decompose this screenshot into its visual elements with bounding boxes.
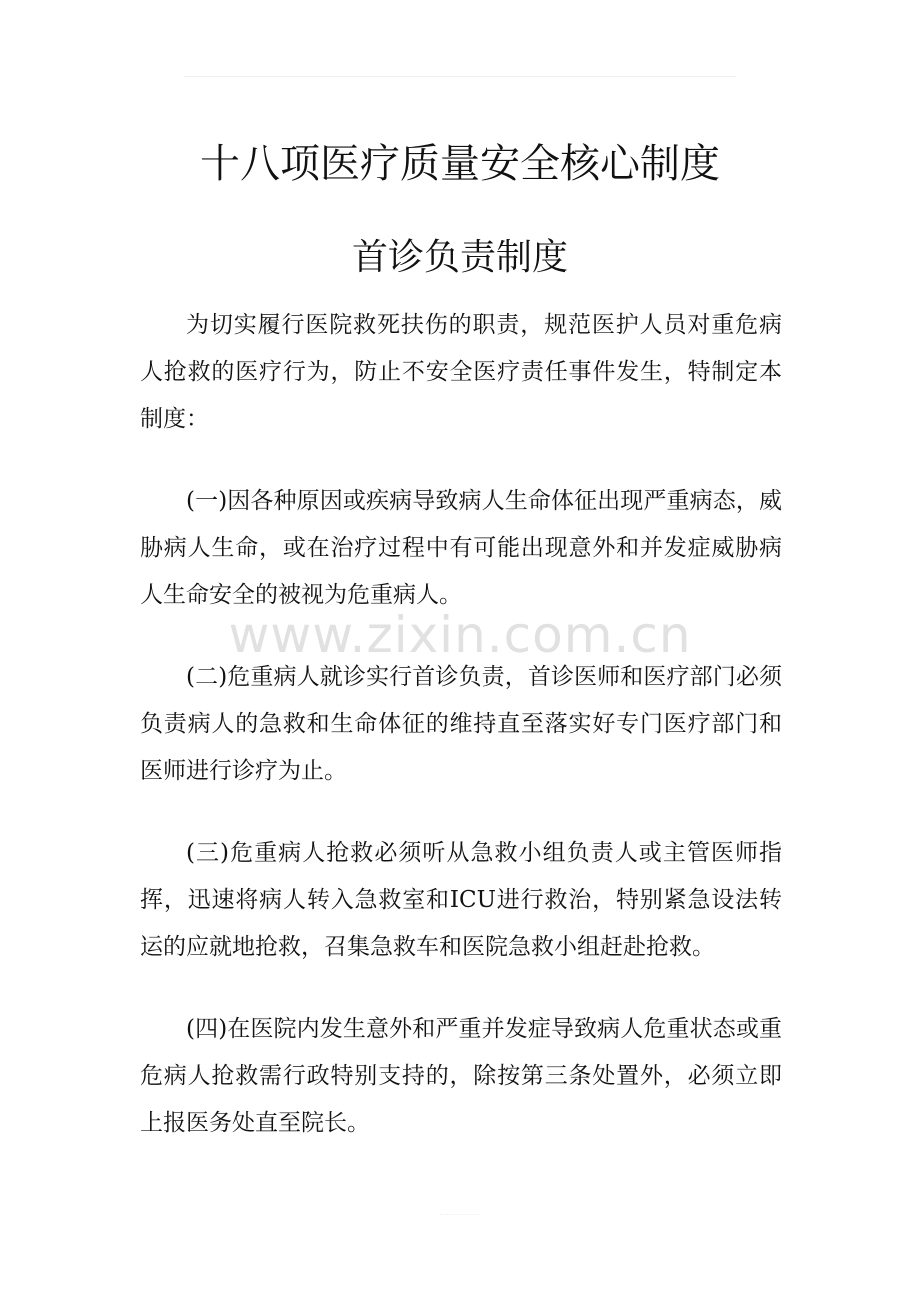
clause-3: (三)危重病人抢救必须听从急救小组负责人或主管医师指挥，迅速将病人转入急救室和ICU进行救治，特别紧急设法转运的应就地抢救，召集急救车和医院急救小组赶赴抢救。 [140, 840, 782, 960]
clause-2: (二)危重病人就诊实行首诊负责，首诊医师和医疗部门必须负责病人的急救和生命体征的维持直至落实好专门医疗部门和医师进行诊疗为止。 [140, 664, 782, 784]
watermark-text: www.zixin.com.cn [228, 606, 692, 664]
footer-mark [440, 1214, 480, 1225]
clause-4: (四)在医院内发生意外和严重并发症导致病人危重状态或重危病人抢救需行政特别支持的，除按第三条处置外，必须立即上报医务处直至院长。 [140, 1016, 782, 1136]
intro-paragraph: 为切实履行医院救死扶伤的职责，规范医护人员对重危病人抢救的医疗行为，防止不安全医疗责任事件发生，特制定本制度： [140, 312, 782, 432]
section-title: 首诊负责制度 [351, 237, 568, 278]
document-title: 十八项医疗质量安全核心制度 [200, 141, 720, 187]
header-rule [184, 76, 736, 77]
clause-1: (一)因各种原因或疾病导致病人生命体征出现严重病态，威胁病人生命，或在治疗过程中有可能出现意外和并发症威胁病人生命安全的被视为危重病人。 [140, 488, 782, 608]
